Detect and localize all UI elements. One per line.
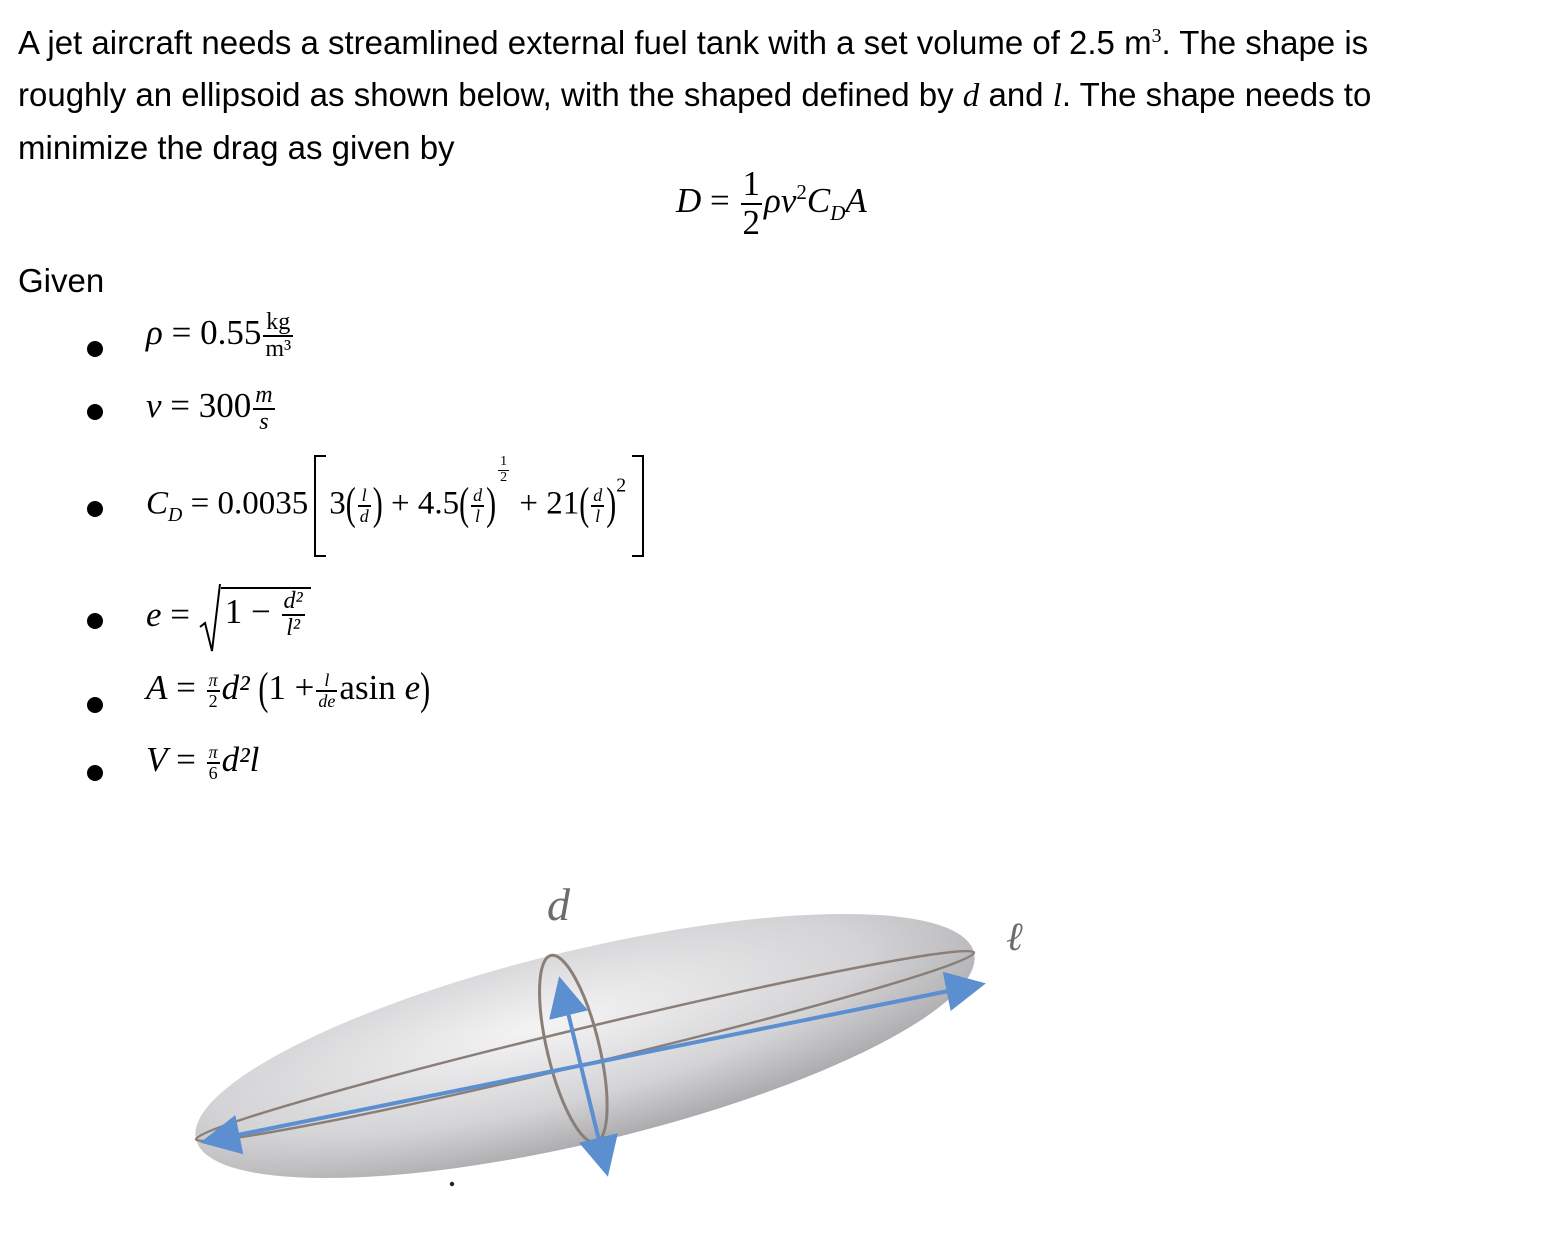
unit-denominator: m³ xyxy=(265,336,292,363)
e-symbol: e xyxy=(404,668,421,707)
term-3-ratio xyxy=(591,486,604,526)
equals-sign: = xyxy=(176,668,196,707)
intro-line-3: minimize the drag as given by xyxy=(18,129,455,166)
density-equation xyxy=(146,310,295,362)
bullet-icon xyxy=(87,613,103,629)
stray-dot xyxy=(450,1182,454,1186)
asin-function: asin xyxy=(339,668,396,707)
term-3-coefficient: 21 xyxy=(546,485,580,522)
intro-text: . The shape is xyxy=(1161,24,1369,61)
half-exponent xyxy=(498,455,509,485)
area-symbol: A xyxy=(845,180,867,220)
velocity-value: 300 xyxy=(198,386,252,426)
cd-coefficient: 0.0035 xyxy=(217,485,309,522)
d-squared-l: d²l xyxy=(221,740,260,779)
given-heading: Given xyxy=(18,262,105,299)
shape-ratio-squared xyxy=(282,589,305,641)
ratio-numerator: d xyxy=(593,485,603,506)
a-symbol: A xyxy=(146,668,168,707)
l-over-de xyxy=(316,671,337,711)
eccentricity-equation xyxy=(146,583,311,653)
ratio-denominator: l² xyxy=(286,615,301,641)
equals-sign: = xyxy=(176,740,196,779)
radical-icon xyxy=(199,583,221,653)
pi: π xyxy=(208,670,218,691)
six: 6 xyxy=(208,762,218,783)
ratio-denominator: d xyxy=(359,506,369,526)
fraction-numerator: 1 xyxy=(742,164,761,203)
density-value: 0.55 xyxy=(200,313,262,353)
bullet-icon xyxy=(87,501,103,517)
var-l: l xyxy=(1052,78,1062,114)
ellipsoid-body xyxy=(190,860,996,1220)
pi: π xyxy=(208,742,218,763)
right-bracket xyxy=(632,455,644,557)
e-symbol: e xyxy=(146,595,162,635)
drag-symbol: D xyxy=(676,180,702,220)
diameter-label: d xyxy=(547,879,570,930)
fraction-numerator: l xyxy=(324,670,330,691)
subscript: D xyxy=(168,504,183,527)
ratio-denominator: l xyxy=(595,506,601,526)
exponent-numerator: 1 xyxy=(500,454,508,469)
plus-sign: + xyxy=(294,668,315,707)
intro-text: roughly an ellipsoid as shown below, with the shaped defined by xyxy=(18,76,963,113)
bullet-icon xyxy=(87,765,103,781)
unit-numerator: m xyxy=(255,382,273,408)
one: 1 xyxy=(224,592,243,632)
plus-sign: + xyxy=(390,485,410,522)
ellipsoid-figure xyxy=(190,860,1250,1220)
volume-equation xyxy=(146,740,259,783)
square-root xyxy=(199,583,311,653)
density-velocity: ρv xyxy=(764,180,797,220)
velocity-equation xyxy=(146,383,277,435)
equals-sign: = xyxy=(170,595,191,635)
intro-text: A jet aircraft needs a streamlined external fuel tank with a set volume of 2.5 m xyxy=(18,24,1152,61)
ratio-numerator: d xyxy=(473,485,483,506)
density-unit xyxy=(263,310,293,362)
term-2-ratio xyxy=(471,486,484,526)
fraction-denominator: 2 xyxy=(742,202,761,242)
drag-equation xyxy=(676,166,867,242)
equals-sign: = xyxy=(171,313,192,353)
equals-sign: = xyxy=(170,386,191,426)
equals-sign: = xyxy=(710,180,730,220)
bullet-icon xyxy=(87,697,103,713)
problem-statement xyxy=(18,10,1543,174)
ratio-denominator: l xyxy=(475,506,481,526)
left-bracket xyxy=(314,455,326,557)
ratio-numerator: d² xyxy=(283,587,303,614)
velocity-unit xyxy=(253,383,274,435)
unit-denominator: s xyxy=(259,409,269,436)
area-equation: A = $\frac{\pi}{2}$ d² (1 + $\frac{l}{de}$ asin e) xyxy=(146,664,431,714)
var-d: d xyxy=(962,78,980,114)
one: 1 xyxy=(268,668,286,707)
exponent: 2 xyxy=(796,180,807,205)
exponent-denominator: 2 xyxy=(500,469,508,485)
cubic-exponent: 3 xyxy=(1151,25,1162,47)
term-1-ratio xyxy=(358,486,371,526)
intro-text: . The shape needs to xyxy=(1061,76,1372,113)
half-fraction xyxy=(741,166,763,242)
term-1-coefficient: 3 xyxy=(329,485,346,522)
v-symbol: V xyxy=(146,740,168,779)
intro-line-2 xyxy=(18,69,1543,122)
d-squared: d² xyxy=(221,668,250,707)
intro-line-1 xyxy=(18,10,1543,69)
bullet-icon xyxy=(87,404,103,420)
equals-sign: = xyxy=(190,485,210,522)
fraction-denominator: de xyxy=(318,690,336,711)
term-2-coefficient: 4.5 xyxy=(417,485,460,522)
cd-symbol: C xyxy=(146,485,169,522)
two: 2 xyxy=(208,690,218,711)
exponent: 2 xyxy=(616,474,627,497)
plus-sign: + xyxy=(519,485,538,522)
rho-symbol: ρ xyxy=(146,313,163,353)
length-label: ℓ xyxy=(1006,914,1023,959)
drag-coefficient-equation: $C_D = 0.0035$ 3( $\frac{l}{d}$ ) + 4.5( $\frac{d}{l}$ ) $\frac{1}{2}$ + 21( $\frac{d}{l}$ )$^2$ xyxy=(146,455,644,557)
pi-half-fraction xyxy=(207,671,220,711)
pi-sixth-fraction xyxy=(207,743,220,783)
minus-sign: − xyxy=(251,592,271,632)
bullet-icon xyxy=(87,341,103,357)
unit-numerator: kg xyxy=(266,309,291,335)
subscript: D xyxy=(830,200,846,225)
ratio-numerator: l xyxy=(361,485,367,506)
intro-text: and xyxy=(979,76,1053,113)
v-symbol: v xyxy=(146,386,162,426)
drag-coefficient: C xyxy=(806,180,831,220)
